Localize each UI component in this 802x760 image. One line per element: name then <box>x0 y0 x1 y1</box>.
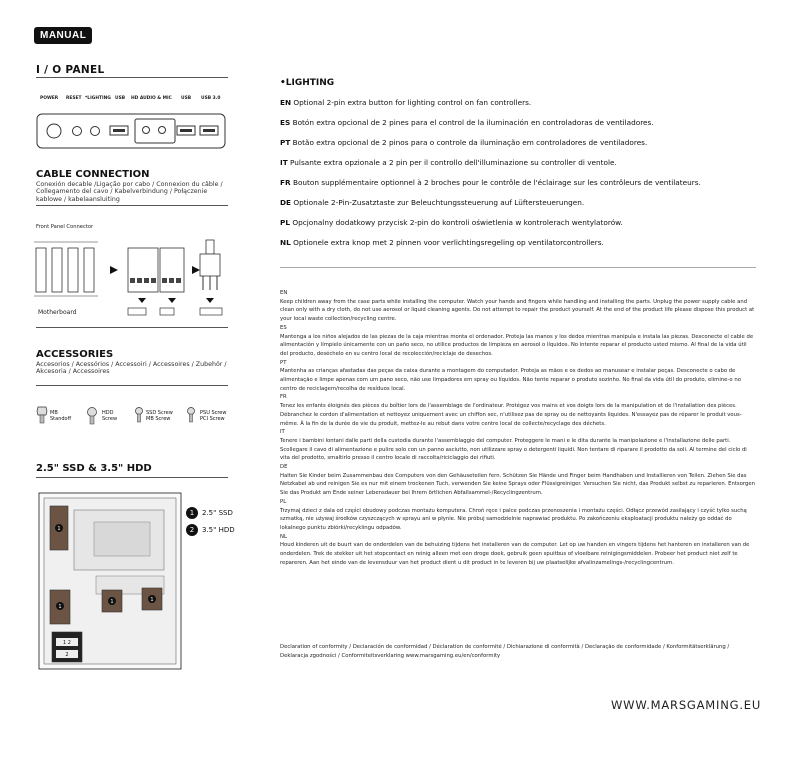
safety-lang-code: DE <box>280 464 288 471</box>
case-drive-diagram <box>38 492 182 670</box>
lighting-lang-code: PL <box>280 218 290 227</box>
io-panel-title: I / O PANEL <box>36 64 105 76</box>
lighting-lang-code: FR <box>280 178 291 187</box>
lighting-lang-code: EN <box>280 98 292 107</box>
io-label-usb: USB <box>115 96 126 101</box>
safety-paragraph: Mantenga a los niños alejados de las piezas de la caja mientras monta el ordenador. Proteja las manos y los dedos mientras manipula e instala las piezas. Desconecte el cable de alimentación y límpielo únicamente con un paño seco, no utilice productos de limpieza en aerosol o líquidos. No intente reparar el producto usted mismo. Al final de la vida útil del producto, deséchelo en su centro local de recolección/reciclaje de desechos. <box>280 333 754 357</box>
lighting-lang-code: IT <box>280 158 288 167</box>
lighting-item <box>280 158 617 167</box>
safety-paragraph: Halten Sie Kinder beim Zusammenbau des Computers von den Gehäuseteilen fern. Schützen Sie Hände und Finger beim Handhaben und Installieren von Teilen. Ziehen Sie das Netzkabel ab und reinigen Sie es nur mit einem trockenen Tuch, verwenden Sie keine Sprays oder Flüssigreiniger. Versuchen Sie nicht, das Produkt selbst zu reparieren. Entsorgen Sie das Produkt am Ende seiner Lebensdauer bei Ihrem örtlichen Abfallsammel-/Recyclingzentrum. <box>280 472 755 497</box>
svg-text:2: 2 <box>65 652 69 658</box>
accessories-title: ACCESSORIES <box>36 349 114 360</box>
lighting-lang-text: Botão extra opcional de 2 pinos para o controle da iluminação em controladores de ventiladores. <box>292 138 648 147</box>
io-label-usb-2: USB <box>181 96 192 101</box>
accessory-label-hdd: HDD Screw <box>102 410 118 422</box>
lighting-lang-text: Optional 2-pin extra button for lighting control on fan controllers. <box>293 98 532 107</box>
io-label-usb3: USB 3.0 <box>201 96 221 101</box>
lighting-item <box>280 138 647 147</box>
lighting-lang-text: Optionele extra knop met 2 pinnen voor verlichtingsregeling op ventilatorcontrollers. <box>293 238 604 247</box>
svg-text:1: 1 <box>58 604 62 610</box>
front-panel-label: Front Panel Connector <box>36 224 94 230</box>
safety-paragraph: Mantenha as crianças afastadas das peças da caixa durante a montagem do computador. Proteja as mãos e os dedos ao manusear e instalar peças. Desconecte o cabo de alimentação e limpe apenas com um pano seco, não use limpadores em spray ou líquidos. Não tente reparar o produto sozinho. No final da vida útil do produto, elimine-o no centro de reciclagem/recolha de resíduos local. <box>280 368 741 392</box>
standoff-icon <box>36 405 48 425</box>
io-label-reset: RESET <box>66 96 82 101</box>
safety-paragraph: Trzymaj dzieci z dala od części obudowy podczas montażu komputera. Chroń ręce i palce podczas przenoszenia i montażu części. Odłącz przewód zasilający i czyść tylko suchą szmatką, nie używaj środków czyszczących w sprayu ani w płynie. Nie próbuj samodzielnie naprawiać produktu. Po zakończeniu eksploatacji produktu należy go oddać do lokalnego punktu zbiórki/recyklingu odpadów. <box>280 507 747 531</box>
website-link[interactable]: WWW.MARSGAMING.EU <box>611 698 762 712</box>
arrow-down-icon <box>138 298 214 303</box>
lighting-item <box>280 98 531 107</box>
cable-title: CABLE CONNECTION <box>36 169 150 180</box>
lighting-item <box>280 118 654 127</box>
safety-paragraph: Keep children away from the case parts while installing the computer. Watch your hands and fingers while handling and installing the parts. Unplug the power supply cable and clean only with a dry cloth, do not use aerosol or liquid cleaning agents. Do not attempt to repair the product yourself. At the end of the product life please dispose this product at your local waste collection/recycling centre. <box>280 298 755 323</box>
lighting-lang-text: Bouton supplémentaire optionnel à 2 broches pour le contrôle de l'éclairage sur les contrôleurs de ventilateurs. <box>292 178 701 187</box>
accessory-label-standoff: MB Standoff <box>50 410 72 422</box>
safety-lang-code: PL <box>280 498 287 505</box>
safety-lang-code: FR <box>280 394 287 401</box>
lighting-item <box>280 198 584 207</box>
legend-ssd-num: 1 <box>186 507 198 519</box>
lighting-item <box>280 238 604 247</box>
io-label-power: POWER <box>40 96 59 101</box>
cable-subtitle: Conexión decable /Ligação por cabo / Connexion du câble / Collegamento del cavo / Kabelverbindung / Połączenie kablowe / kabelaansluiting <box>36 181 223 203</box>
lighting-lang-text: Botón extra opcional de 2 pines para el control de la iluminación en controladoras de ventiladores. <box>292 118 654 127</box>
lighting-lang-text: Optionale 2-Pin-Zusatztaste zur Beleuchtungssteuerung auf Lüftersteuerungen. <box>293 198 585 207</box>
io-panel-diagram <box>36 112 228 152</box>
lighting-title: •LIGHTING <box>280 78 335 88</box>
svg-text:1: 1 <box>57 526 61 532</box>
io-panel-rule <box>36 77 228 78</box>
svg-text:1 2: 1 2 <box>63 640 71 646</box>
legend-ssd <box>186 507 235 519</box>
safety-lang-code: NL <box>280 533 287 540</box>
safety-lang-code: ES <box>280 324 287 331</box>
legend-hdd <box>186 524 235 536</box>
safety-lang-code: IT <box>280 429 285 436</box>
arrow-right-icon <box>110 266 118 274</box>
ssd-screw-icon <box>132 407 146 425</box>
manual-badge: MANUAL <box>34 27 92 44</box>
legend-ssd-label: 2.5" SSD <box>202 509 233 517</box>
ssd-hdd-title: 2.5" SSD & 3.5" HDD <box>36 463 152 474</box>
cable-bottom-rule <box>36 327 228 328</box>
lighting-lang-code: DE <box>280 198 292 207</box>
legend-hdd-num: 2 <box>186 524 198 536</box>
psu-screw-icon <box>184 407 198 425</box>
io-labels <box>40 96 230 104</box>
accessory-label-psu: PSU Screw PCI Screw <box>200 410 227 422</box>
lighting-item <box>280 178 701 187</box>
svg-text:1: 1 <box>150 597 154 603</box>
legend-hdd-label: 3.5" HDD <box>202 526 235 534</box>
accessories-rule <box>36 385 228 386</box>
lighting-lang-code: PT <box>280 138 291 147</box>
safety-section <box>280 289 760 568</box>
safety-lang-code: EN <box>280 290 288 296</box>
safety-paragraph: Tenez les enfants éloignés des pièces du boîtier lors de l'assemblage de l'ordinateur. Protégez vos mains et vos doigts lors de la manipulation et de l'installation des pièces. Débranchez le cordon d'alimentation et nettoyez uniquement avec un chiffon sec, n'utilisez pas de spray ou de nettoyants liquides. N'essayez pas de réparer le produit vous-même. À la fin de la durée de vie du produit, mettez-le au rebut dans votre centre local de collecte/recyclage des déchets. <box>280 403 742 427</box>
arrow-right-icon-2 <box>192 266 200 274</box>
motherboard-label: Motherboard <box>38 309 77 316</box>
conformity-text: Declaration of conformity / Declaración de conformidad / Déclaration de conformité / Dichiarazione di conformità / Declaração de conformidade / Konformitätserklärung / Deklaracja zgodności / Conformiteitsverklaring www.marsgaming.eu/en/conformity <box>280 644 730 659</box>
io-label-lighting: *LIGHTING <box>85 96 111 101</box>
safety-lang-code: PT <box>280 359 287 366</box>
lighting-lang-text: Pulsante extra opzionale a 2 pin per il controllo dell'illuminazione su controller di ventole. <box>290 158 617 167</box>
lighting-lang-code: NL <box>280 238 291 247</box>
cable-diagram <box>34 234 230 318</box>
ssd-hdd-rule <box>36 477 228 478</box>
io-label-audio: HD AUDIO & MIC <box>131 96 172 101</box>
lighting-lang-code: ES <box>280 118 291 127</box>
drive-legend <box>186 507 235 536</box>
cable-rule <box>36 205 228 206</box>
safety-paragraph: Houd kinderen uit de buurt van de onderdelen van de behuizing tijdens het installeren van de computer. Let op uw handen en vingers tijdens het hanteren en installeren van de onderdelen. Trek de stekker uit het stopcontact en reinig alleen met een droge doek, gebruik geen spuitbus of vloeibare reinigingsmiddelen. Probeer het product niet zelf te repareren. Aan het einde van de levensduur van het product dient u dit product in te leveren bij uw plaatselijke afvalinzamelings-/recyclingcentrum. <box>280 542 750 566</box>
accessories-list <box>36 405 230 431</box>
svg-text:1: 1 <box>110 599 114 605</box>
hdd-screw-icon <box>84 407 100 425</box>
accessories-subtitle: Accesorios / Acessórios / Accessoiri / Accessoires / Zubehör / Akcesoria / Accessoires <box>36 361 227 376</box>
lighting-lang-text: Opcjonalny dodatkowy przycisk 2-pin do kontroli oświetlenia w kontrolerach wentylatorów. <box>292 218 623 227</box>
lighting-item <box>280 218 623 227</box>
safety-paragraph: Tenere i bambini lontani dalle parti della custodia durante l'assemblaggio del computer. Proteggere le mani e le dita durante la manipolazione e l'installazione delle parti. Scollegare il cavo di alimentazione e pulire solo con un panno asciutto, non utilizzare spray o detergenti liquidi. Non tentare di riparare il prodotto da soli. Al termine del ciclo di vita del prodotto, smaltirlo presso il centro locale di raccolta/riciclaggio dei rifiuti. <box>280 437 747 462</box>
lighting-divider <box>280 267 756 268</box>
accessory-label-ssd: SSD Screw MB Screw <box>146 410 173 422</box>
